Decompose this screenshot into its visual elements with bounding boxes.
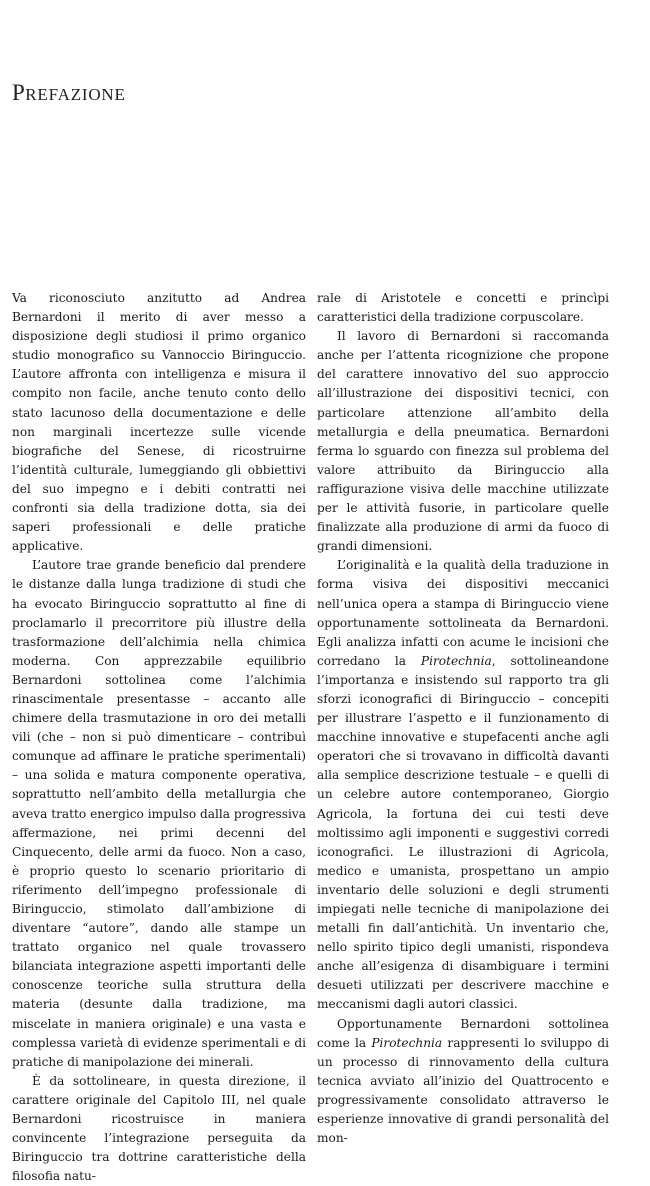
paragraph: L’autore trae grande beneficio dal prendere le distanze dalla lunga tradizione di studi che ha evocato Biringuccio soprattutto al fine di proclamarlo il precorritore più illustre della trasformazione dell’alchimia nella chimica moderna. Con apprezzabile equilibrio Bernardoni sottolinea come l’alchimia rinascimentale presentasse – accanto alle chimere della trasmutazione in oro dei metalli vili (che – non si può dimenticare – contribuì comunque ad affinare le pratiche sperimentali) – una solida e matura componente operativa, soprattutto nell’ambito della metallurgia che aveva tratto energico impulso dalla progressiva affermazione, nei primi decenni del Cinquecento, delle armi da fuoco. Non a caso, è proprio questo lo scenario prioritario di riferimento dell’impegno professionale di Biringuccio, stimolato dall’ambizione di diventare “autore”, dando alle stampe un trattato organico nel quale trovassero bilanciata integrazione aspetti importanti delle conoscenze teoriche sulla struttura della materia (desunte dalla tradizione, ma miscelate in maniera originale) e una vasta e complessa varietà di evidenze sperimentali e di pratiche di manipolazione dei minerali. bbox=[12, 558, 306, 1069]
title-rest: REFAZIONE bbox=[25, 85, 126, 104]
right-column bbox=[317, 289, 609, 1148]
paragraph bbox=[317, 1015, 609, 1149]
title-initial: P bbox=[12, 80, 26, 105]
book-title-italic: Pirotechnia bbox=[371, 1035, 443, 1050]
left-column bbox=[12, 289, 306, 1186]
text-run: Opportunamente Bernardoni sottolinea come la bbox=[317, 1016, 609, 1050]
chapter-title bbox=[12, 80, 126, 106]
paragraph: È da sottolineare, in questa direzione, il carattere originale del Capitolo III, nel quale Bernardoni ricostruisce in maniera convincente l’integrazione perseguita da Biringuccio tra dottrine caratteristiche della filosofia natu- bbox=[12, 1073, 306, 1184]
paragraph: rale di Aristotele e concetti e princìpi caratteristici della tradizione corpuscolare. bbox=[317, 291, 609, 325]
paragraph: Va riconosciuto anzitutto ad Andrea Bernardoni il merito di aver messo a disposizione degli studiosi il primo organico studio monografico su Vannoccio Biringuccio. L’autore affronta con intelligenza e misura il compito non facile, anche tenuto conto dello stato lacunoso della documentazione e delle non marginali incertezze sulle vicende biografiche del Senese, di ricostruirne l’identità culturale, lumeggiando gli obbiettivi del suo impegno e i debiti contratti nei confronti sia della tradizione dotta, sia dei saperi professionali e delle pratiche applicative. bbox=[12, 291, 306, 554]
book-title-italic: Pirotechnia bbox=[420, 653, 492, 668]
text-run: L’originalità e la qualità della traduzione in forma visiva dei dispositivi meccanici nell’unica opera a stampa di Biringuccio viene opportunamente sottolineata da Bernardoni. Egli analizza infatti con acume le incisioni che corredano la bbox=[317, 558, 609, 668]
text-run: , sottolineandone l’importanza e insistendo sul rapporto tra gli sforzi iconografici di Biringuccio – concepiti per illustrare l’aspetto e il funzionamento di macchine innovative e stupefacenti anche agli operatori che si trovavano in difficoltà davanti alla semplice descrizione testuale – e quelli di un celebre autore contemporaneo, Giorgio Agricola, la fortuna dei cui testi deve moltissimo agli imponenti e suggestivi corredi iconografici. Le illustrazioni di Agricola, medico e umanista, prospettano un ampio inventario delle soluzioni e degli strumenti impiegati nelle tecniche di manipolazione dei metalli fin dall’antichità. Un inventario che, nello spirito tipico degli umanisti, rispondeva anche all’esigenza di disambiguare i termini desueti utilizzati per descrivere macchine e meccanismi dagli autori classici. bbox=[317, 653, 609, 1012]
paragraph bbox=[317, 556, 609, 1014]
text-run: rappresenti lo sviluppo di un processo di rinnovamento della cultura tecnica avviato all’inizio del Quattrocento e progressivamente consolidato attraverso le esperienze innovative di grandi personalità del mon- bbox=[317, 1035, 609, 1146]
paragraph: Il lavoro di Bernardoni si raccomanda anche per l’attenta ricognizione che propone del carattere innovativo del suo approccio all’illustrazione dei dispositivi tecnici, con particolare attenzione all’ambito della metallurgia e della pneumatica. Bernardoni ferma lo sguardo con finezza sul problema del valore attribuito da Biringuccio alla raffigurazione visiva delle macchine utilizzate per le attività fusorie, in particolare quelle finalizzate alla produzione di armi da fuoco di grandi dimensioni. bbox=[317, 329, 609, 554]
